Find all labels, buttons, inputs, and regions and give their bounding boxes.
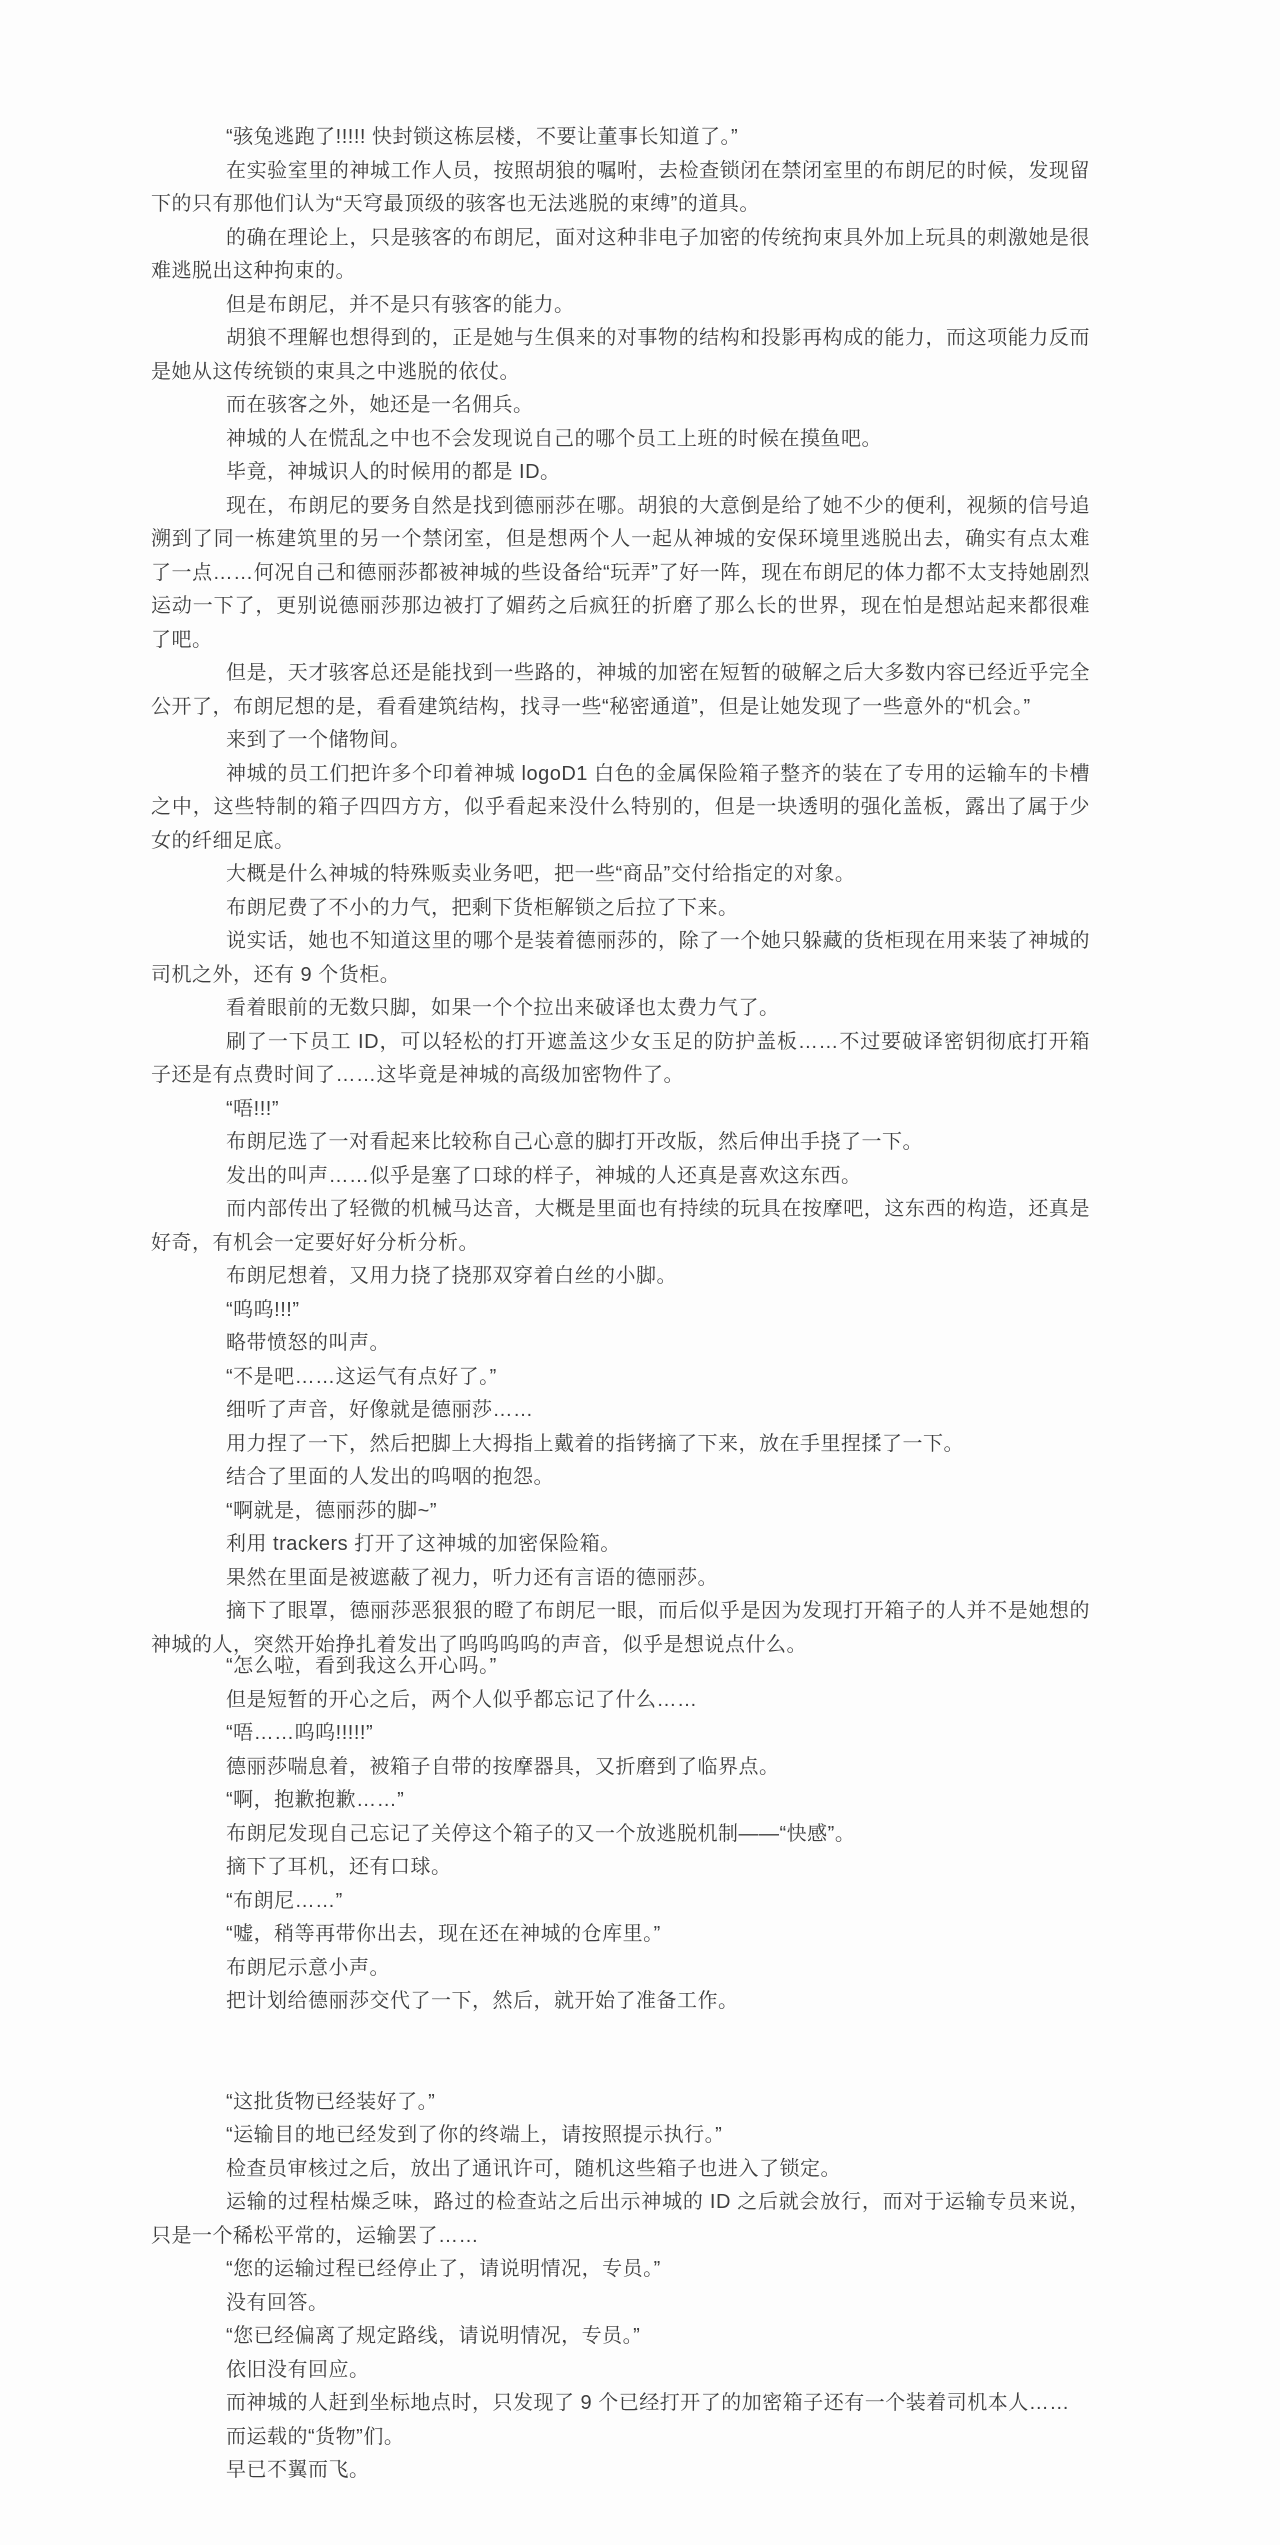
paragraph: 在实验室里的神城工作人员，按照胡狼的嘱咐，去检查锁闭在禁闭室里的布朗尼的时候，发现留下的只有那他们认为“天穹最顶级的骇客也无法逃脱的束缚”的道具。	[151, 159, 1090, 215]
paragraph: “您已经偏离了规定路线，请说明情况，专员。”	[226, 2325, 641, 2347]
paragraph: 而运载的“货物”们。	[226, 2425, 405, 2448]
paragraph: 略带愤怒的叫声。	[226, 1332, 390, 1354]
paragraph: 布朗尼发现自己忘记了关停这个箱子的又一个放逃脱机制——“快感”。	[226, 1822, 856, 1845]
paragraph: 发出的叫声……似乎是塞了口球的样子，神城的人还真是喜欢这东西。	[226, 1164, 862, 1187]
paragraph: 而内部传出了轻微的机械马达音，大概是里面也有持续的玩具在按摩吧，这东西的构造，还真是好奇，有机会一定要好好分析分析。	[151, 1198, 1090, 1254]
paragraph: 早已不翼而飞。	[226, 2459, 370, 2481]
paragraph: 果然在里面是被遮蔽了视力，听力还有言语的德丽莎。	[226, 1566, 718, 1589]
paragraph: “您的运输过程已经停止了，请说明情况，专员。”	[226, 2258, 661, 2280]
paragraph: 利用 trackers 打开了这神城的加密保险箱。	[226, 1533, 621, 1555]
paragraph: “不是吧……这运气有点好了。”	[226, 1365, 497, 1388]
paragraph: 布朗尼费了不小的力气，把剩下货柜解锁之后拉了下来。	[226, 896, 739, 919]
paragraph: 但是短暂的开心之后，两个人似乎都忘记了什么……	[226, 1688, 698, 1711]
paragraph: “呜呜!!!”	[226, 1298, 300, 1321]
paragraph: “唔……呜呜!!!!!”	[226, 1722, 374, 1744]
paragraph: 而神城的人赶到坐标地点时，只发现了 9 个已经打开了的加密箱子还有一个装着司机本人……	[226, 2392, 1070, 2414]
paragraph: 说实话，她也不知道这里的哪个是装着德丽莎的，除了一个她只躲藏的货柜现在用来装了神城的司机之外，还有 9 个货柜。	[151, 930, 1090, 986]
paragraph: “唔!!!”	[226, 1097, 279, 1120]
paragraph: “啊就是，德丽莎的脚~”	[226, 1499, 437, 1522]
paragraph: 细听了声音，好像就是德丽莎……	[226, 1399, 534, 1421]
paragraph: 摘下了眼罩，德丽莎恶狠狠的瞪了布朗尼一眼，而后似乎是因为发现打开箱子的人并不是她想的神城的人，突然开始挣扎着发出了呜呜呜呜的声音，似乎是想说点什么。	[151, 1600, 1090, 1656]
paragraph: 把计划给德丽莎交代了一下，然后，就开始了准备工作。	[226, 1990, 739, 2012]
paragraph: “布朗尼……”	[226, 1889, 343, 1912]
paragraph: 神城的员工们把许多个印着神城 logoD1 白色的金属保险箱子整齐的装在了专用的运输车的卡槽之中，这些特制的箱子四四方方，似乎看起来没什么特别的，但是一块透明的强化盖板，露出了属于少女的纤细足底。	[151, 762, 1090, 852]
paragraph: “这批货物已经装好了。”	[226, 2090, 436, 2113]
paragraph: “怎么啦，看到我这么开心吗。”	[226, 1655, 497, 1677]
paragraph: 现在，布朗尼的要务自然是找到德丽莎在哪。胡狼的大意倒是给了她不少的便利，视频的信号追溯到了同一栋建筑里的另一个禁闭室，但是想两个人一起从神城的安保环境里逃脱出去，确实有点太难了一点……何况自己和德丽莎都被神城的些设备给“玩弄”了好一阵，现在布朗尼的体力都不太支持她剧烈运动一下了，更别说德丽莎那边被打了媚药之后疯狂的折磨了那么长的世界，现在怕是想站起来都很难了吧。	[151, 494, 1090, 651]
paragraph: 依旧没有回应。	[226, 2358, 370, 2381]
paragraph: 德丽莎喘息着，被箱子自带的按摩器具，又折磨到了临界点。	[226, 1755, 780, 1778]
paragraph: 但是，天才骇客总还是能找到一些路的，神城的加密在短暂的破解之后大多数内容已经近乎完全公开了，布朗尼想的是，看看建筑结构，找寻一些“秘密通道”，但是让她发现了一些意外的“机会。”	[151, 662, 1090, 718]
novel-text-body	[151, 121, 1090, 2488]
paragraph: “骇兔逃跑了!!!!! 快封锁这栋层楼，不要让董事长知道了。”	[226, 126, 739, 148]
paragraph: “运输目的地已经发到了你的终端上，请按照提示执行。”	[226, 2124, 723, 2146]
paragraph: 检查员审核过之后，放出了通讯许可，随机这些箱子也进入了锁定。	[226, 2157, 841, 2180]
paragraph: 布朗尼想着，又用力挠了挠那双穿着白丝的小脚。	[226, 1265, 677, 1287]
paragraph: 但是布朗尼，并不是只有骇客的能力。	[226, 293, 575, 316]
paragraph: 没有回答。	[226, 2291, 329, 2314]
paragraph: 看着眼前的无数只脚，如果一个个拉出来破译也太费力气了。	[226, 997, 780, 1019]
paragraph: 用力捏了一下，然后把脚上大拇指上戴着的指铐摘了下来，放在手里捏揉了一下。	[226, 1432, 964, 1455]
paragraph: 胡狼不理解也想得到的，正是她与生俱来的对事物的结构和投影再构成的能力，而这项能力反而是她从这传统锁的束具之中逃脱的依仗。	[151, 327, 1090, 383]
paragraph: 大概是什么神城的特殊贩卖业务吧，把一些“商品”交付给指定的对象。	[226, 863, 856, 885]
paragraph: 神城的人在慌乱之中也不会发现说自己的哪个员工上班的时候在摸鱼吧。	[226, 427, 882, 450]
paragraph: 的确在理论上，只是骇客的布朗尼，面对这种非电子加密的传统拘束具外加上玩具的刺激她是很难逃脱出这种拘束的。	[151, 226, 1090, 282]
paragraph: 布朗尼示意小声。	[226, 1956, 390, 1979]
paragraph: 布朗尼选了一对看起来比较称自己心意的脚打开改版，然后伸出手挠了一下。	[226, 1131, 923, 1153]
paragraph: 结合了里面的人发出的呜咽的抱怨。	[226, 1466, 554, 1488]
paragraph: 而在骇客之外，她还是一名佣兵。	[226, 394, 534, 416]
paragraph: 来到了一个储物间。	[226, 729, 411, 751]
paragraph: 刷了一下员工 ID，可以轻松的打开遮盖这少女玉足的防护盖板……不过要破译密钥彻底打开箱子还是有点费时间了……这毕竟是神城的高级加密物件了。	[151, 1030, 1090, 1086]
paragraph: 毕竟，神城识人的时候用的都是 ID。	[226, 461, 561, 483]
paragraph: 摘下了耳机，还有口球。	[226, 1856, 452, 1878]
paragraph: “嘘，稍等再带你出去，现在还在神城的仓库里。”	[226, 1923, 661, 1945]
paragraph: 运输的过程枯燥乏味，路过的检查站之后出示神城的 ID 之后就会放行，而对于运输专员来说，只是一个稀松平常的，运输罢了……	[151, 2191, 1090, 2247]
paragraph: “啊，抱歉抱歉……”	[226, 1789, 405, 1811]
